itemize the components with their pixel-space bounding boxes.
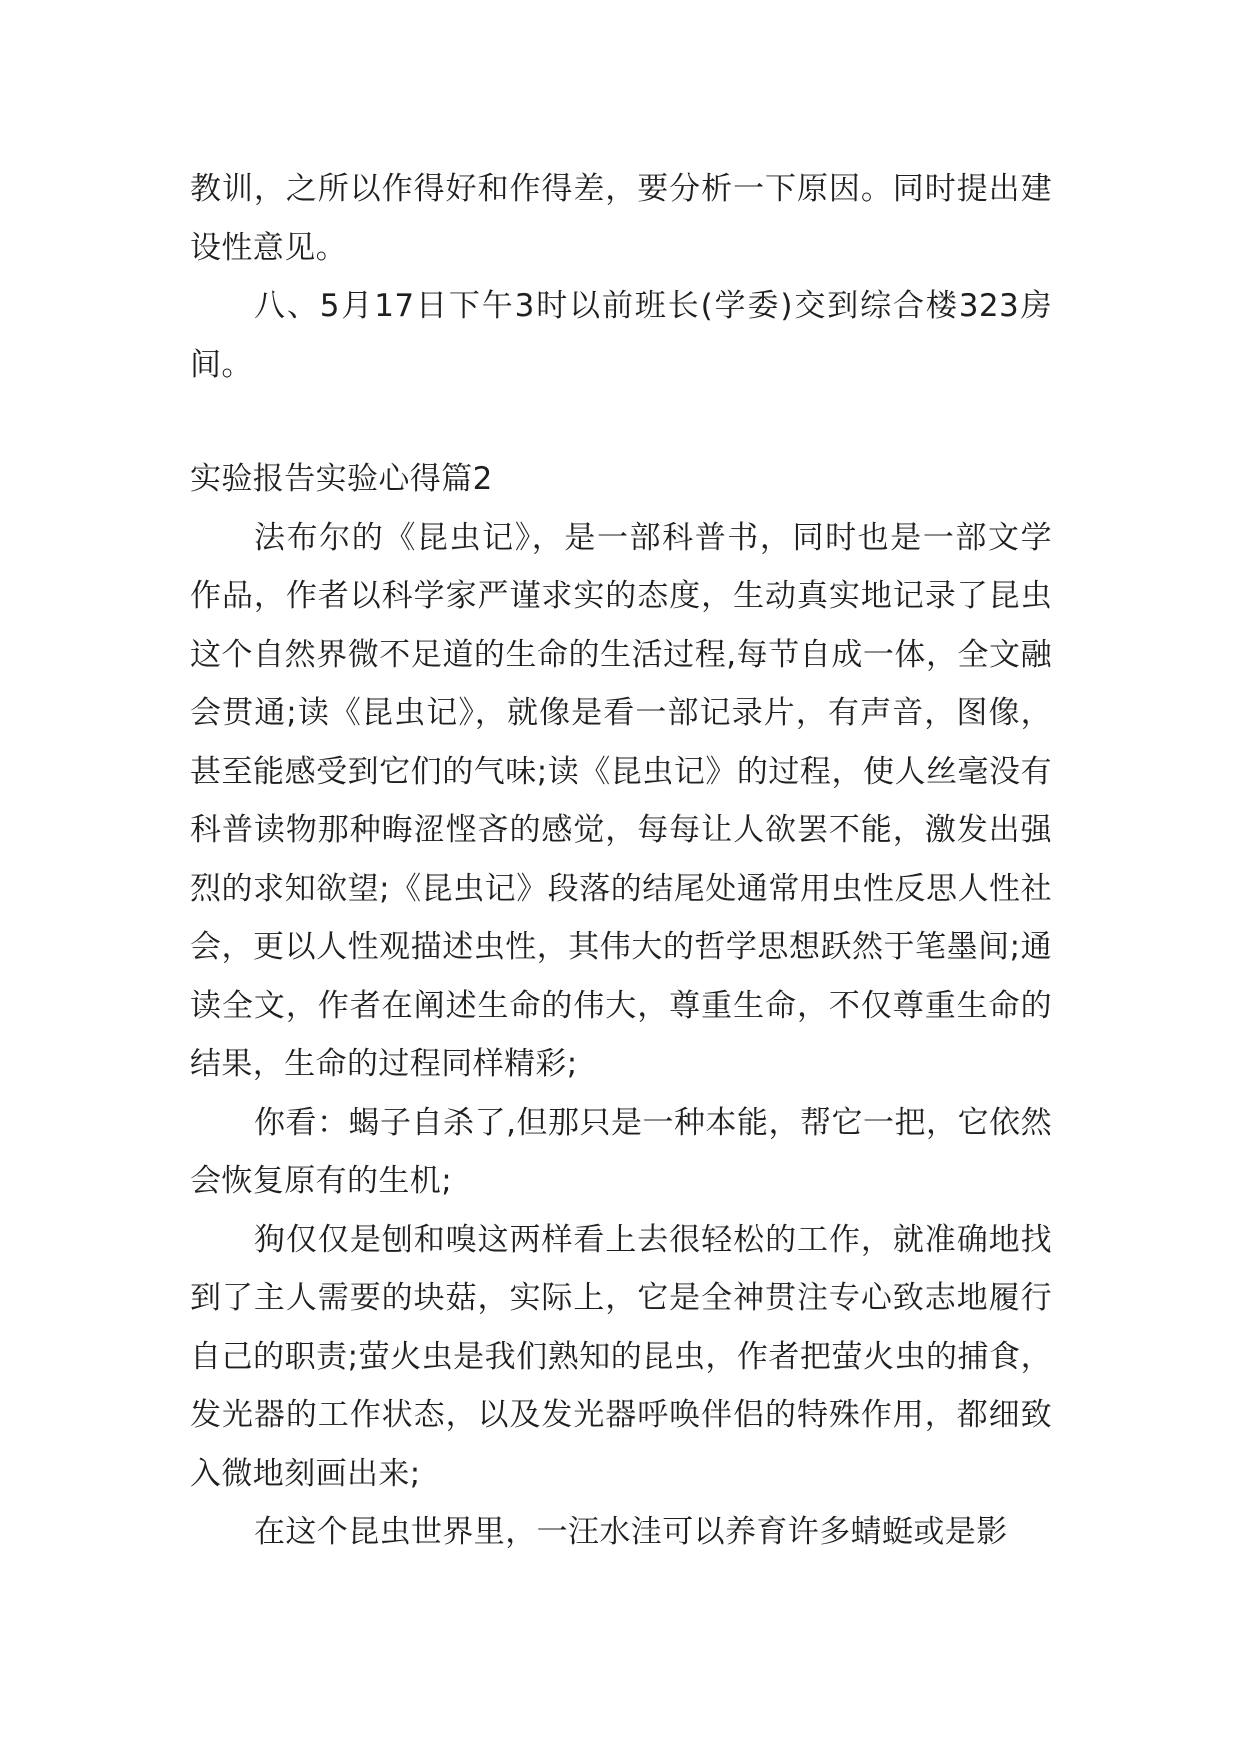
paragraph-body-1: 法布尔的《昆虫记》，是一部科普书，同时也是一部文学作品，作者以科学家严谨求实的态度，生动真实地记录了昆虫这个自然界微不足道的生命的生活过程,每节自成一体，全文融会贯通;读《昆虫记》，就像是看一部记录片，有声音，图像，甚至能感受到它们的气味;读《昆虫记》的过程，使人丝毫没有科普读物那种晦涩悭吝的感觉，每每让人欲罢不能，激发出强烈的求知欲望;《昆虫记》段落的结尾处通常用虫性反思人性社会，更以人性观描述虫性，其伟大的哲学思想跃然于笔墨间;通读全文，作者在阐述生命的伟大，尊重生命，不仅尊重生命的结果，生命的过程同样精彩;	[190, 519, 1052, 1082]
paragraph-body-2: 你看：蝎子自杀了,但那只是一种本能，帮它一把，它依然会恢复原有的生机;	[190, 1104, 1052, 1199]
section-spacer	[190, 394, 1052, 450]
paragraph-continuation: 教训，之所以作得好和作得差，要分析一下原因。同时提出建设性意见。	[190, 171, 1052, 266]
paragraph-body-4: 在这个昆虫世界里，一汪水洼可以养育许多蜻蜓或是影	[254, 1514, 1008, 1550]
paragraph-body-3: 狗仅仅是刨和嗅这两样看上去很轻松的工作，就准确地找到了主人需要的块菇，实际上，它是全神贯注专心致志地履行自己的职责;萤火虫是我们熟知的昆虫，作者把萤火虫的捕食，发光器的工作状态，以及发光器呼唤伴侣的特殊作用，都细致入微地刻画出来;	[190, 1221, 1052, 1492]
paragraph-item-eight: 八、5月17日下午3时以前班长(学委)交到综合楼323房间。	[190, 288, 1052, 383]
document-page	[190, 160, 1052, 1562]
section-title: 实验报告实验心得篇2	[190, 461, 493, 497]
